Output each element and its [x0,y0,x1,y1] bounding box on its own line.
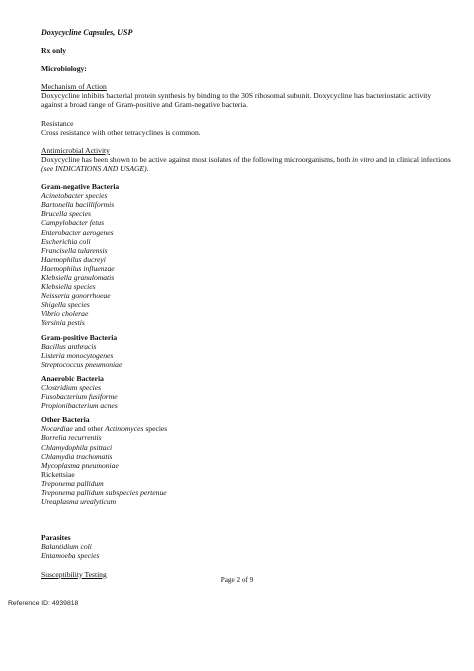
antimicrobial-text-c: . [146,163,149,173]
and-other-text: and other [72,424,106,434]
document-title: Doxycycline Capsules, USP [41,28,133,37]
gram-negative-list [41,191,451,327]
list-item: Neisseria gonorrhoeae [41,291,111,301]
list-item: Treponema pallidum subspecies pertenue [41,488,167,498]
resistance-text: Cross resistance with other tetracyclines is common. [41,127,201,137]
page-number: Page 2 of 9 [220,576,254,584]
list-item: Rickettsiae [41,469,75,479]
other-bacteria-list [41,424,451,506]
list-item: Treponema pallidum [41,478,104,488]
anaerobic-list [41,383,451,410]
list-item: Entamoeba species [41,551,100,561]
in-vitro-text: in vitro [352,154,375,164]
anaerobic-heading: Anaerobic Bacteria [41,373,104,383]
antimicrobial-text-b: and in clinical infections [374,154,451,164]
list-item: Klebsiella granulomatis [41,272,115,282]
list-item: Shigella species [41,300,90,310]
mechanism-heading: Mechanism of Action [41,82,107,92]
actinomyces-text: Actinomyces [105,424,144,434]
list-item: Bacillus anthracis [41,341,97,351]
list-item: Chlamydophila psittaci [41,442,113,452]
list-item: Clostridium species [41,383,102,392]
antimicrobial-heading: Antimicrobial Activity [41,145,110,155]
resistance-heading: Resistance [41,118,74,128]
other-bacteria-heading: Other Bacteria [41,415,90,425]
gram-positive-heading: Gram-positive Bacteria [41,332,118,342]
mechanism-text: Doxycycline inhibits bacterial protein synthesis by binding to the 30S ribosomal subunit. Doxycycline has bacteriostatic activity against a broad range of Gram-positive and Gram-negative bacteria. [41,91,432,110]
list-item: Bartonella bacilliformis [41,200,115,210]
species-text: species [143,424,168,434]
reference-id: Reference ID: 4939818 [8,600,79,607]
antimicrobial-text [41,155,451,173]
list-item: Vibrio cholerae [41,309,89,319]
list-item: Listeria monocytogenes [41,350,114,360]
gram-negative-heading: Gram-negative Bacteria [41,182,120,192]
list-item: Propionibacterium acnes [41,401,118,411]
list-item: Escherichia coli [41,236,91,246]
list-item: Haemophilus influenzae [41,263,115,273]
list-item: Enterobacter aerogenes [41,227,114,237]
indications-reference: (see INDICATIONS AND USAGE) [41,163,147,173]
parasites-heading: Parasites [41,533,71,543]
list-item [41,424,451,433]
list-item: Brucella species [41,209,91,219]
list-item: Borrelia recurrentis [41,433,102,443]
list-item: Francisella tularensis [41,245,108,255]
list-item: Acinetobacter species [41,191,108,201]
antimicrobial-text-a: Doxycycline has been shown to be active against most isolates of the following microorganisms, both [41,154,353,164]
document-body [41,28,451,579]
list-item: Fusobacterium fusiforme [41,392,118,402]
parasites-list [41,542,451,560]
microbiology-heading: Microbiology: [41,64,87,74]
nocardiae-text: Nocardiae [41,424,73,434]
list-item: Klebsiella species [41,282,96,292]
list-item: Streptococcus pneumoniae [41,359,123,369]
list-item: Balantidium coli [41,542,92,552]
susceptibility-heading: Susceptibility Testing [41,569,107,579]
list-item: Yersinia pestis [41,318,85,328]
list-item: Mycoplasma pneumoniae [41,460,119,470]
rx-only-label: Rx only [41,46,67,56]
list-item: Campylobacter fetus [41,218,105,228]
gram-positive-list [41,342,451,369]
list-item: Chlamydia trachomatis [41,451,113,461]
list-item: Haemophilus ducreyi [41,254,106,264]
list-item: Ureaplasma urealyticum [41,497,117,507]
